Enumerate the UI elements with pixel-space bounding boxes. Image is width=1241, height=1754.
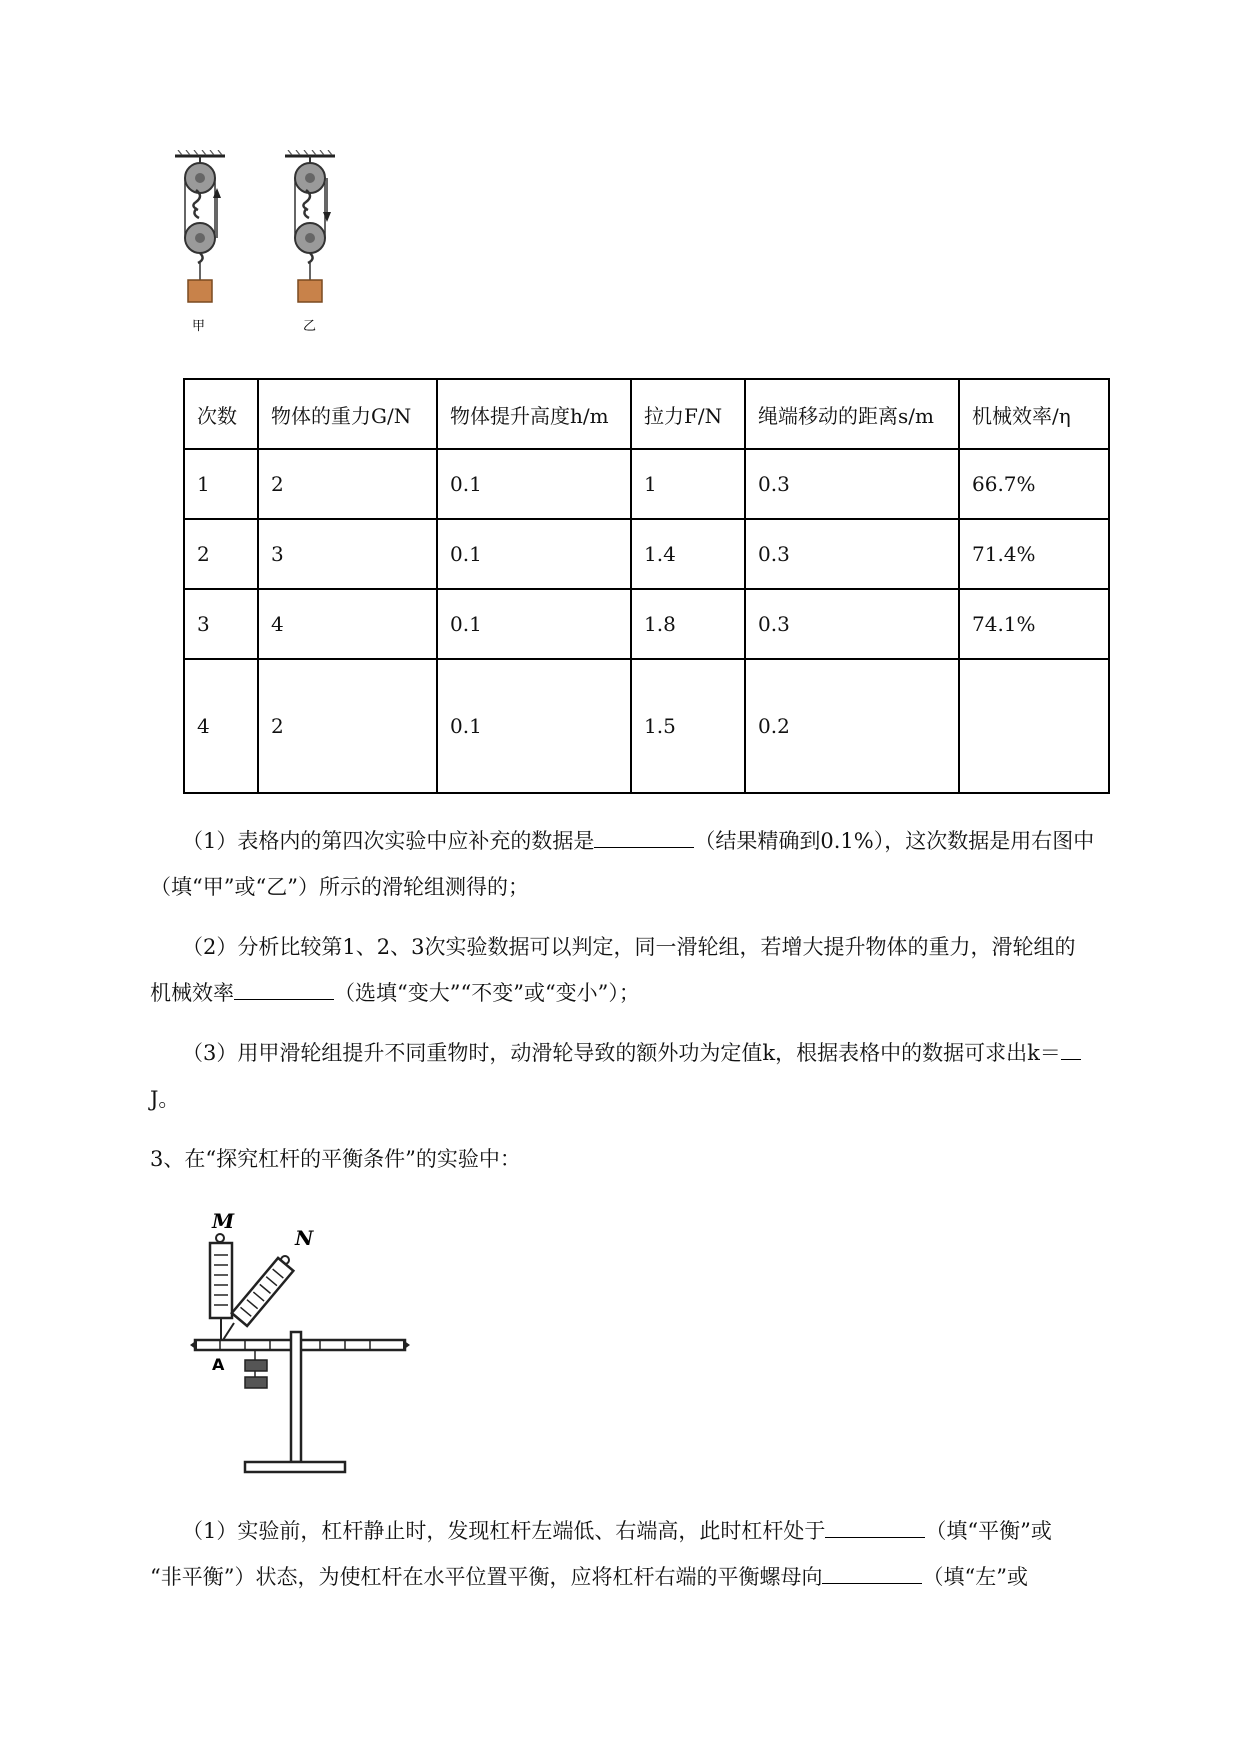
table-cell: 0.1 <box>437 519 631 589</box>
question-2-part-3: （3）用甲滑轮组提升不同重物时，动滑轮导致的额外功为定值k，根据表格中的数据可求出k＝ J。 <box>150 1030 1150 1122</box>
table-cell: 0.2 <box>745 659 959 793</box>
table-cell: 0.3 <box>745 589 959 659</box>
answer-blank[interactable] <box>234 975 334 1000</box>
table-header-cell: 拉力F/N <box>631 379 745 449</box>
lever-label-a: A <box>212 1355 225 1374</box>
answer-blank[interactable] <box>825 1513 925 1538</box>
table-cell: 4 <box>258 589 437 659</box>
table-row <box>184 519 1109 589</box>
table-header-cell: 机械效率/η <box>959 379 1109 449</box>
table-cell: 0.3 <box>745 449 959 519</box>
table-header-cell: 物体的重力G/N <box>258 379 437 449</box>
lever-diagram <box>190 1210 440 1490</box>
question-2-part-2: （2）分析比较第1、2、3次实验数据可以判定，同一滑轮组，若增大提升物体的重力，滑轮组的 机械效率 （选填“变大”“不变”或“变小”）； <box>150 935 1076 1005</box>
answer-blank[interactable] <box>594 823 694 848</box>
table-row <box>184 589 1109 659</box>
question-3-title: 3、在“探究杠杆的平衡条件”的实验中： <box>150 1147 521 1171</box>
table-cell: 1.8 <box>631 589 745 659</box>
pulley-system-left <box>175 150 225 334</box>
pulley-label-left: 甲 <box>192 319 206 334</box>
table-row <box>184 659 1109 793</box>
table-cell: 1 <box>631 449 745 519</box>
table-cell: 3 <box>258 519 437 589</box>
table-cell: 2 <box>258 449 437 519</box>
answer-blank[interactable] <box>822 1559 922 1584</box>
pulley-label-right: 乙 <box>303 319 317 334</box>
table-cell: 2 <box>184 519 258 589</box>
question-3-part-1: （1）实验前，杠杆静止时，发现杠杆左端低、右端高，此时杠杆处于 （填“平衡”或 “非平衡”）状态，为使杠杆在水平位置平衡，应将杠杆右端的平衡螺母向 （填“左”或 <box>150 1508 1150 1600</box>
table-cell: 74.1% <box>959 589 1109 659</box>
table-cell: 0.1 <box>437 589 631 659</box>
table-cell: 66.7% <box>959 449 1109 519</box>
experiment-data-table <box>183 378 1110 794</box>
table-header-row <box>184 379 1109 449</box>
table-cell: 1.4 <box>631 519 745 589</box>
table-cell: 0.1 <box>437 449 631 519</box>
table-cell: 1.5 <box>631 659 745 793</box>
table-cell: 1 <box>184 449 258 519</box>
table-cell: 71.4% <box>959 519 1109 589</box>
table-header-cell: 次数 <box>184 379 258 449</box>
answer-blank[interactable] <box>1061 1035 1081 1060</box>
table-cell: 4 <box>184 659 258 793</box>
table-cell <box>959 659 1109 793</box>
lever-label-n: N <box>295 1226 314 1250</box>
question-2-part-1: （1）表格内的第四次实验中应补充的数据是 （结果精确到0.1%），这次数据是用右图中 （填“甲”或“乙”）所示的滑轮组测得的； <box>150 818 1150 910</box>
table-header-cell: 绳端移动的距离s/m <box>745 379 959 449</box>
pulley-system-right <box>285 150 335 334</box>
table-cell: 2 <box>258 659 437 793</box>
table-header-cell: 物体提升高度h/m <box>437 379 631 449</box>
table-cell: 0.3 <box>745 519 959 589</box>
table-cell: 3 <box>184 589 258 659</box>
table-row <box>184 449 1109 519</box>
pulley-diagram <box>170 150 370 375</box>
lever-label-m: M <box>212 1210 235 1233</box>
table-cell: 0.1 <box>437 659 631 793</box>
